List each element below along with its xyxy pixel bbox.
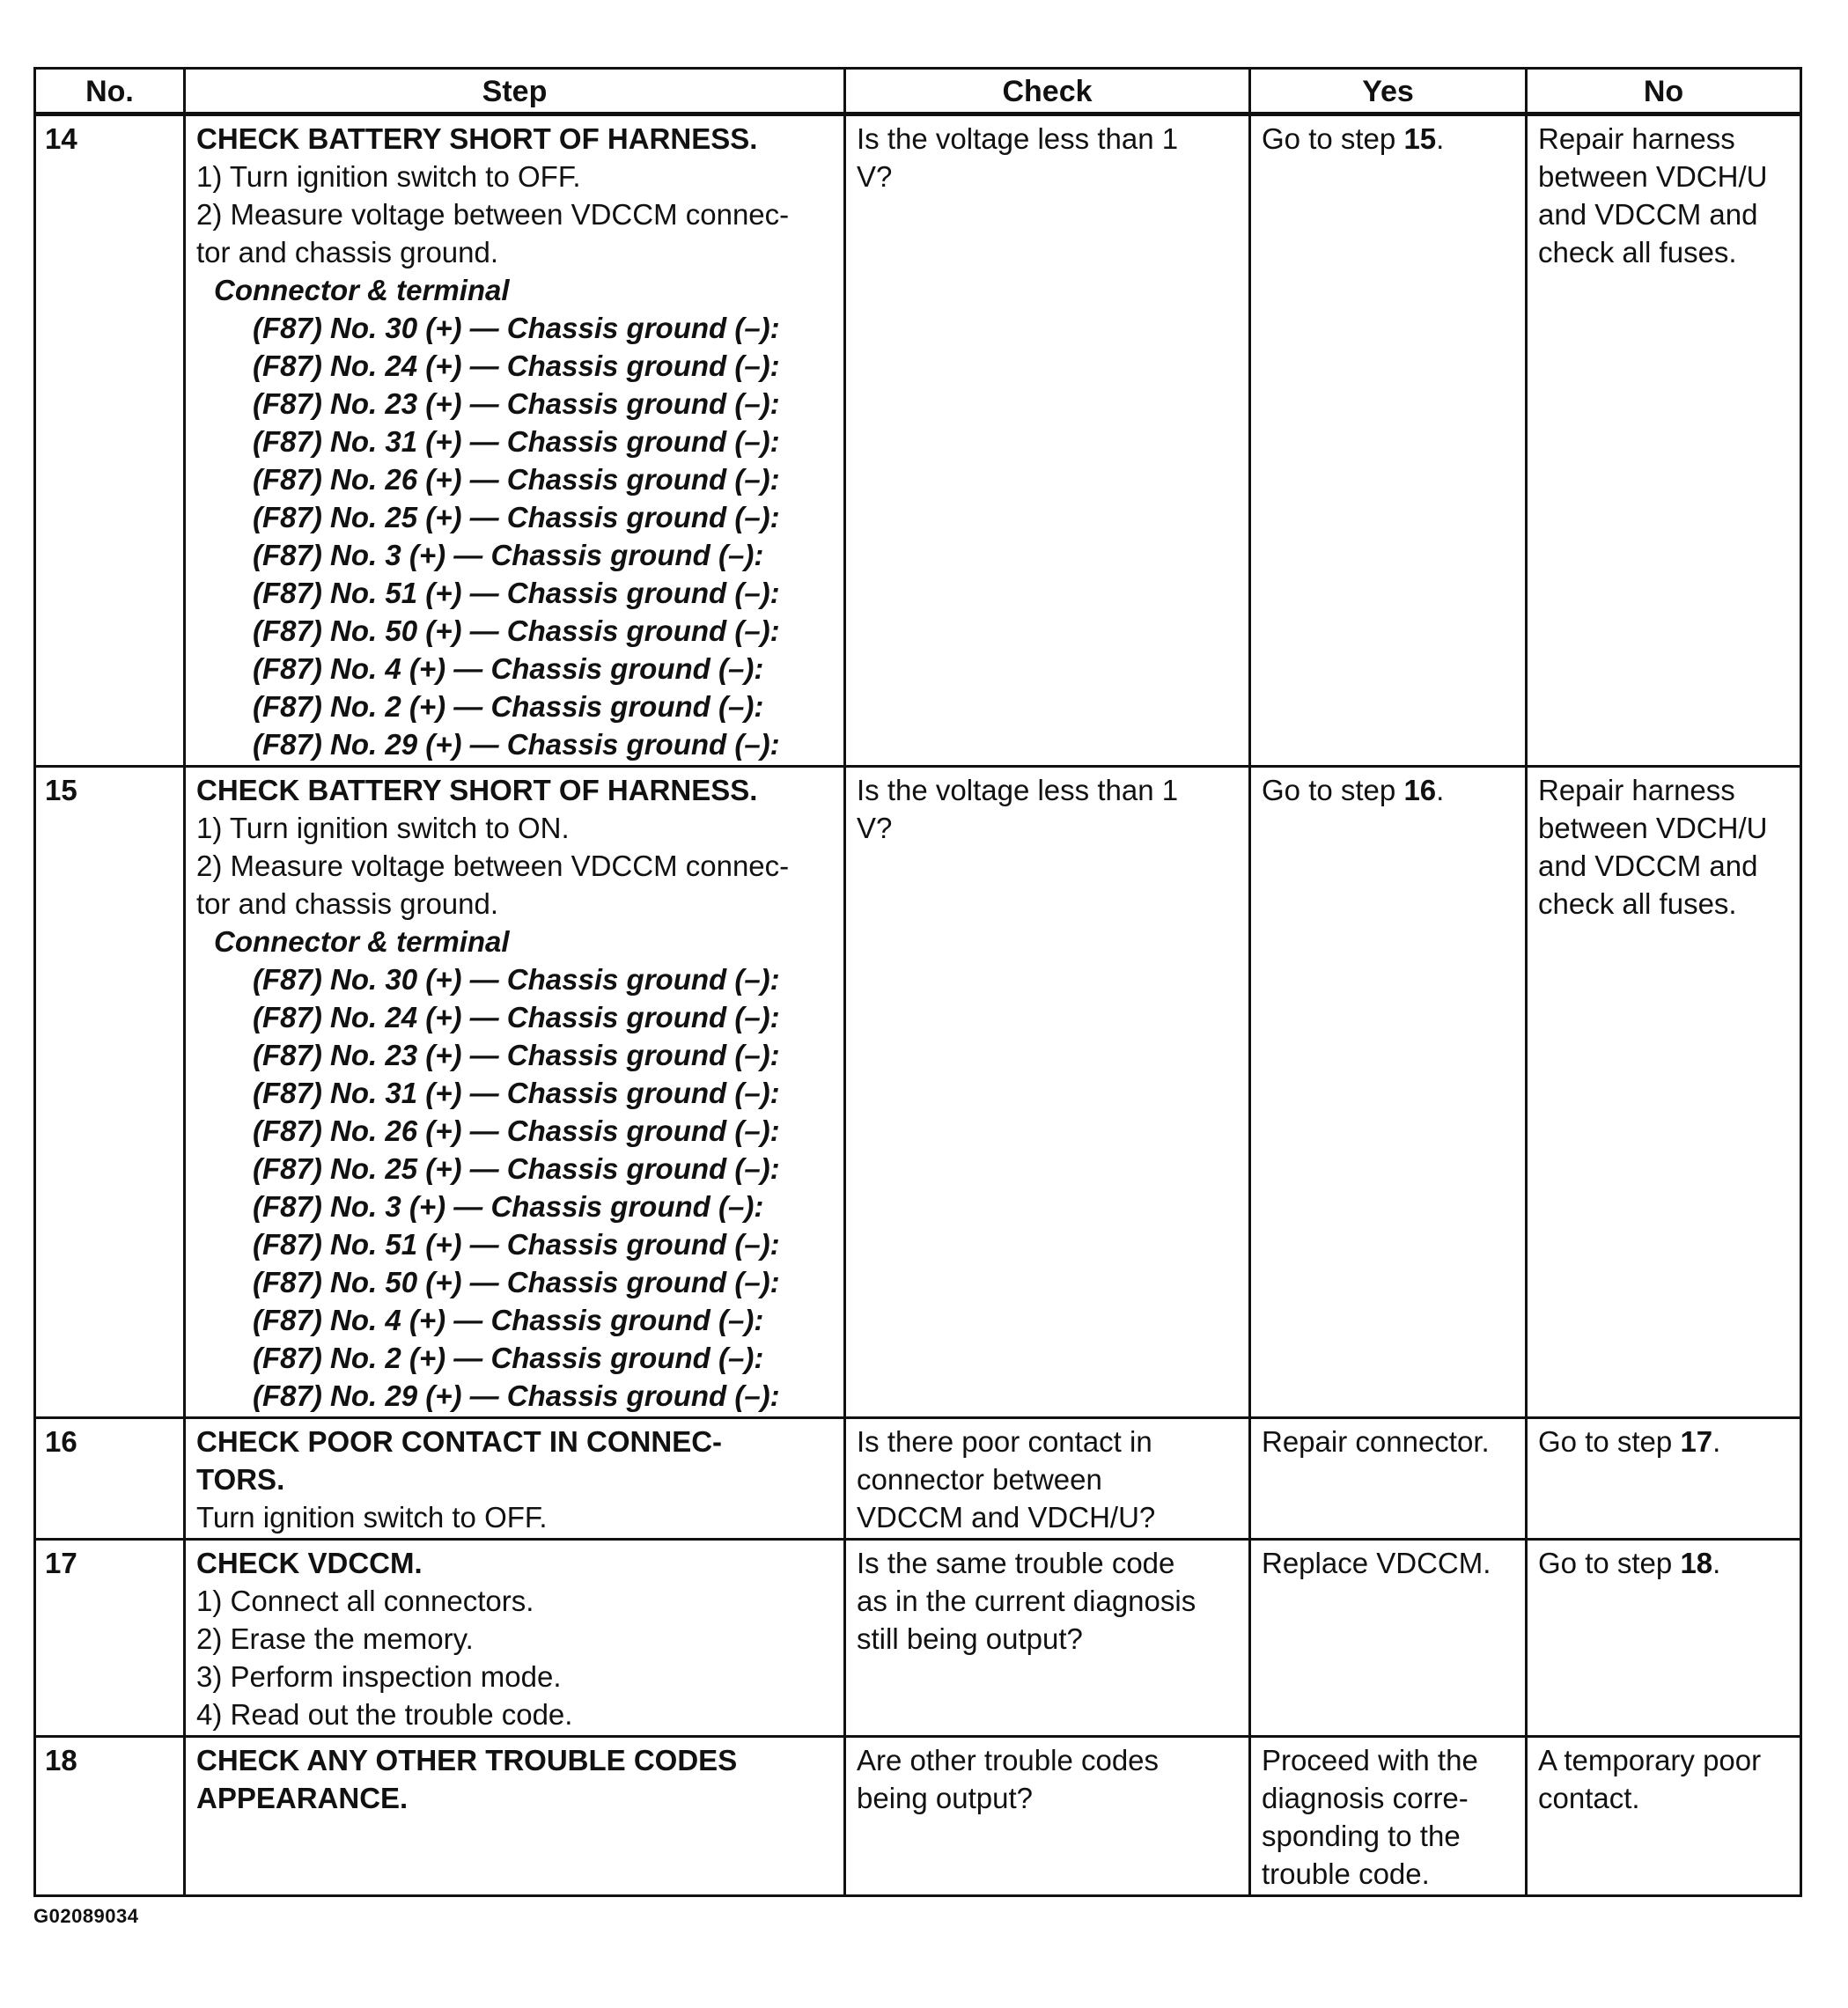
no-line: Repair harness (1538, 122, 1735, 155)
check-line: Is the voltage less than 1 (857, 774, 1179, 806)
step-title: CHECK VDCCM. (196, 1547, 423, 1579)
table-row (35, 1540, 1801, 1737)
header-check: Check (845, 69, 1250, 114)
step-line: 4) Read out the trouble code. (196, 1698, 573, 1731)
terminal-line: (F87) No. 23 (+) — Chassis ground (–): (253, 1039, 780, 1071)
step-number: 16 (35, 1418, 185, 1540)
step-line: 1) Turn ignition switch to ON. (196, 812, 570, 844)
yes-suffix: . (1436, 774, 1445, 806)
no-suffix: . (1712, 1425, 1721, 1458)
step-line: 2) Measure voltage between VDCCM connec- (196, 850, 790, 882)
step-title: TORS. (196, 1463, 285, 1496)
header-row (35, 69, 1801, 114)
yes-line: diagnosis corre- (1262, 1782, 1469, 1814)
step-line: tor and chassis ground. (196, 236, 499, 268)
yes-step-ref: 15 (1403, 122, 1437, 155)
check-line: still being output? (857, 1622, 1083, 1655)
terminal-line: (F87) No. 4 (+) — Chassis ground (–): (253, 1304, 764, 1336)
terminal-line: (F87) No. 3 (+) — Chassis ground (–): (253, 1190, 764, 1223)
no-step-ref: 17 (1680, 1425, 1713, 1458)
terminal-line: (F87) No. 24 (+) — Chassis ground (–): (253, 1001, 780, 1033)
terminal-line: (F87) No. 2 (+) — Chassis ground (–): (253, 690, 764, 723)
connector-terminal-heading: Connector & terminal (214, 274, 510, 306)
step-line: Turn ignition switch to OFF. (196, 1501, 548, 1534)
step-title: CHECK ANY OTHER TROUBLE CODES (196, 1744, 738, 1776)
check-line: V? (857, 160, 893, 193)
terminal-line: (F87) No. 25 (+) — Chassis ground (–): (253, 501, 780, 533)
step-title: APPEARANCE. (196, 1782, 409, 1814)
yes-cell (1250, 1418, 1527, 1540)
check-cell (845, 767, 1250, 1418)
yes-prefix: Go to step (1262, 122, 1404, 155)
table-row (35, 114, 1801, 767)
yes-cell (1250, 114, 1527, 767)
header-yes: Yes (1250, 69, 1527, 114)
step-cell (185, 767, 845, 1418)
yes-prefix: Go to step (1262, 774, 1404, 806)
connector-terminal-heading: Connector & terminal (214, 925, 510, 958)
terminal-line: (F87) No. 26 (+) — Chassis ground (–): (253, 463, 780, 496)
no-prefix: Go to step (1538, 1547, 1681, 1579)
yes-step-ref: 16 (1403, 774, 1437, 806)
check-line: connector between (857, 1463, 1102, 1496)
step-cell (185, 1737, 845, 1896)
table-row (35, 767, 1801, 1418)
step-cell (185, 1418, 845, 1540)
no-cell (1527, 767, 1801, 1418)
terminal-line: (F87) No. 50 (+) — Chassis ground (–): (253, 614, 780, 647)
table-row (35, 1418, 1801, 1540)
step-title: CHECK BATTERY SHORT OF HARNESS. (196, 774, 758, 806)
terminal-line: (F87) No. 30 (+) — Chassis ground (–): (253, 312, 780, 344)
terminal-line: (F87) No. 2 (+) — Chassis ground (–): (253, 1342, 764, 1374)
header-no-answer: No (1527, 69, 1801, 114)
yes-line: trouble code. (1262, 1857, 1430, 1890)
header-no: No. (35, 69, 185, 114)
terminal-line: (F87) No. 4 (+) — Chassis ground (–): (253, 652, 764, 685)
no-line: between VDCH/U (1538, 812, 1768, 844)
step-line: 2) Measure voltage between VDCCM connec- (196, 198, 790, 231)
check-line: as in the current diagnosis (857, 1585, 1196, 1617)
check-line: V? (857, 812, 893, 844)
step-line: 1) Turn ignition switch to OFF. (196, 160, 581, 193)
figure-id: G02089034 (33, 1905, 139, 1927)
yes-cell (1250, 1737, 1527, 1896)
header-step: Step (185, 69, 845, 114)
check-cell (845, 1418, 1250, 1540)
step-cell (185, 1540, 845, 1737)
step-line: 3) Perform inspection mode. (196, 1660, 562, 1693)
step-line: tor and chassis ground. (196, 887, 499, 920)
check-line: Are other trouble codes (857, 1744, 1160, 1776)
no-prefix: Go to step (1538, 1425, 1681, 1458)
no-line: between VDCH/U (1538, 160, 1768, 193)
no-line: contact. (1538, 1782, 1640, 1814)
terminal-line: (F87) No. 50 (+) — Chassis ground (–): (253, 1266, 780, 1298)
step-number: 17 (35, 1540, 185, 1737)
terminal-line: (F87) No. 29 (+) — Chassis ground (–): (253, 1379, 780, 1412)
no-suffix: . (1712, 1547, 1721, 1579)
no-line: Repair harness (1538, 774, 1735, 806)
check-cell (845, 1540, 1250, 1737)
terminal-line: (F87) No. 31 (+) — Chassis ground (–): (253, 1077, 780, 1109)
yes-line: Repair connector. (1262, 1425, 1490, 1458)
terminal-line: (F87) No. 51 (+) — Chassis ground (–): (253, 577, 780, 609)
terminal-line: (F87) No. 25 (+) — Chassis ground (–): (253, 1152, 780, 1185)
check-cell (845, 114, 1250, 767)
yes-line: Proceed with the (1262, 1744, 1478, 1776)
yes-line: Replace VDCCM. (1262, 1547, 1491, 1579)
no-line: and VDCCM and (1538, 198, 1758, 231)
no-line: check all fuses. (1538, 887, 1737, 920)
table-row (35, 1737, 1801, 1896)
step-line: 1) Connect all connectors. (196, 1585, 534, 1617)
yes-suffix: . (1436, 122, 1445, 155)
terminal-line: (F87) No. 3 (+) — Chassis ground (–): (253, 539, 764, 571)
no-cell (1527, 114, 1801, 767)
step-title: CHECK BATTERY SHORT OF HARNESS. (196, 122, 758, 155)
yes-line: sponding to the (1262, 1820, 1461, 1852)
check-line: Is the voltage less than 1 (857, 122, 1179, 155)
step-cell (185, 114, 845, 767)
no-step-ref: 18 (1680, 1547, 1713, 1579)
check-cell (845, 1737, 1250, 1896)
terminal-line: (F87) No. 26 (+) — Chassis ground (–): (253, 1114, 780, 1147)
step-line: 2) Erase the memory. (196, 1622, 474, 1655)
terminal-line: (F87) No. 29 (+) — Chassis ground (–): (253, 728, 780, 761)
check-line: being output? (857, 1782, 1034, 1814)
check-line: Is the same trouble code (857, 1547, 1175, 1579)
terminal-line: (F87) No. 30 (+) — Chassis ground (–): (253, 963, 780, 996)
check-line: VDCCM and VDCH/U? (857, 1501, 1156, 1534)
no-line: and VDCCM and (1538, 850, 1758, 882)
yes-cell (1250, 1540, 1527, 1737)
no-cell (1527, 1737, 1801, 1896)
terminal-line: (F87) No. 51 (+) — Chassis ground (–): (253, 1228, 780, 1261)
step-number: 14 (35, 114, 185, 767)
terminal-line: (F87) No. 31 (+) — Chassis ground (–): (253, 425, 780, 458)
diagnosis-table (33, 67, 1802, 1897)
no-cell (1527, 1418, 1801, 1540)
yes-cell (1250, 767, 1527, 1418)
no-line: A temporary poor (1538, 1744, 1762, 1776)
step-number: 18 (35, 1737, 185, 1896)
check-line: Is there poor contact in (857, 1425, 1152, 1458)
terminal-line: (F87) No. 24 (+) — Chassis ground (–): (253, 349, 780, 382)
no-cell (1527, 1540, 1801, 1737)
step-title: CHECK POOR CONTACT IN CONNEC- (196, 1425, 723, 1458)
terminal-line: (F87) No. 23 (+) — Chassis ground (–): (253, 387, 780, 420)
step-number: 15 (35, 767, 185, 1418)
no-line: check all fuses. (1538, 236, 1737, 268)
